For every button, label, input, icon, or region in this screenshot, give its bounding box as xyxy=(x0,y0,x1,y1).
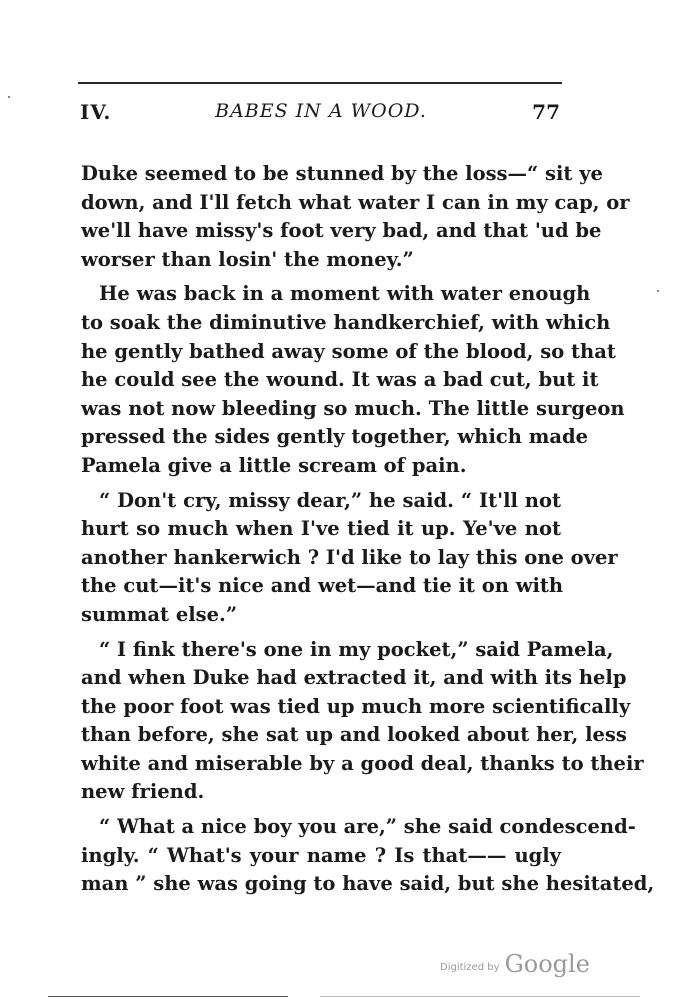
text-line: hurt so much when I've tied it up. Ye've not xyxy=(81,517,561,541)
text-line: Pamela give a little scream of pain. xyxy=(81,453,467,477)
paragraph xyxy=(81,160,630,274)
text-line: we'll have missy's foot very bad, and that 'ud be xyxy=(81,219,602,243)
digitized-watermark xyxy=(440,950,590,978)
text-line: “ I fink there's one in my pocket,” said Pamela, xyxy=(99,637,614,661)
text-line: than before, she sat up and looked about her, less xyxy=(81,723,627,747)
watermark-prefix: Digitized by xyxy=(440,962,500,973)
text-line: was not now bleeding so much. The little surgeon xyxy=(81,396,625,420)
text-line: summat else.” xyxy=(81,602,238,626)
margin-speck xyxy=(657,290,659,292)
header-rule xyxy=(78,82,562,84)
text-line: new friend. xyxy=(81,780,205,804)
text-line: man ” she was going to have said, but she hesitated, xyxy=(81,872,655,896)
text-line: down, and I'll fetch what water I can in my cap, or xyxy=(81,190,630,214)
running-title: BABES IN A WOOD. xyxy=(215,100,427,122)
paragraph xyxy=(81,280,625,480)
margin-speck xyxy=(8,96,10,98)
text-line: “ What a nice boy you are,” she said condescend- xyxy=(99,815,636,839)
footer-rule xyxy=(320,996,640,997)
page-body xyxy=(81,160,655,899)
text-line: pressed the sides gently together, which made xyxy=(81,425,589,449)
paragraph xyxy=(81,636,644,808)
text-line: and when Duke had extracted it, and with its help xyxy=(81,666,627,690)
footer-rule xyxy=(48,996,288,997)
google-logo: Google xyxy=(504,950,590,978)
text-line: white and miserable by a good deal, thanks to their xyxy=(81,751,644,775)
text-line: he could see the wound. It was a bad cut, but it xyxy=(81,368,599,392)
chapter-number: IV. xyxy=(80,100,112,124)
text-line: Duke seemed to be stunned by the loss—“ sit ye xyxy=(81,162,603,185)
text-line: worser than losin' the money.” xyxy=(81,247,414,271)
text-line: He was back in a moment with water enough xyxy=(99,282,591,306)
text-line: he gently bathed away some of the blood, so that xyxy=(81,339,616,363)
paragraph xyxy=(81,487,618,630)
running-header xyxy=(80,100,562,130)
page-number: 77 xyxy=(532,100,560,124)
text-line: the cut—it's nice and wet—and tie it on with xyxy=(81,574,564,598)
text-line: another hankerwich ? I'd like to lay this one over xyxy=(81,545,618,569)
text-line: ingly. “ What's your name ? Is that—— ugly xyxy=(81,843,561,867)
text-line: “ Don't cry, missy dear,” he said. “ It'll not xyxy=(99,488,561,512)
text-line: to soak the diminutive handkerchief, with which xyxy=(81,310,611,334)
paragraph xyxy=(81,813,655,899)
text-line: the poor foot was tied up much more scientifically xyxy=(81,694,631,718)
